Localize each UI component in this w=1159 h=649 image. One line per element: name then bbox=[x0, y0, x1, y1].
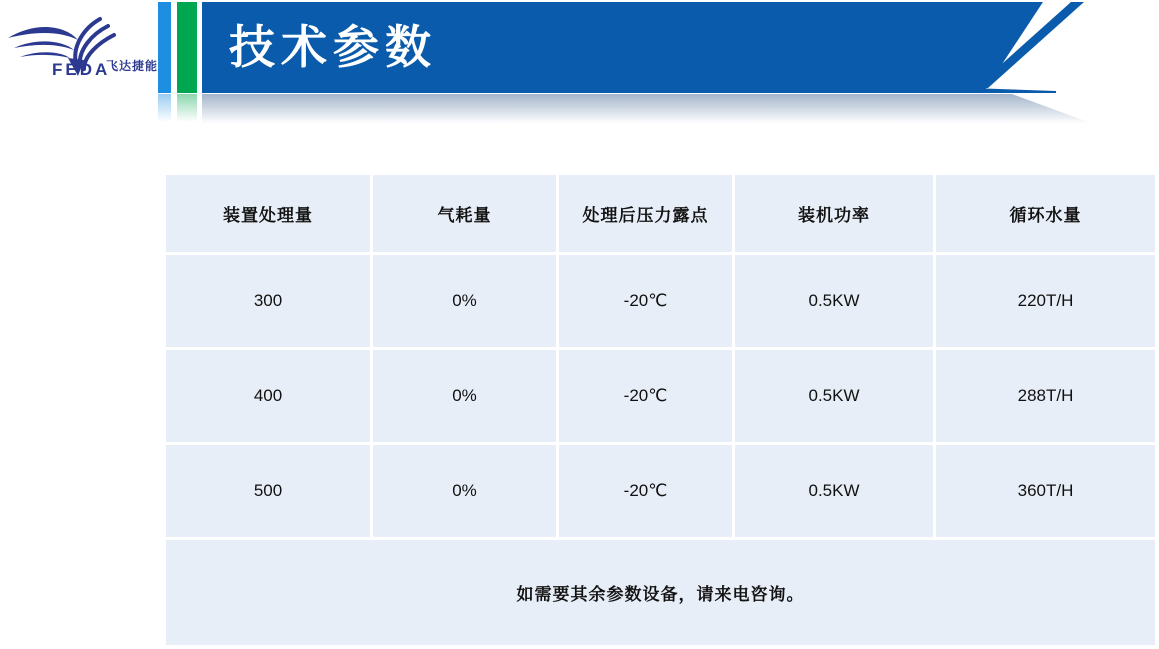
logo-brand-chinese-text: 飞达捷能 bbox=[106, 59, 159, 73]
page-title: 技术参数 bbox=[229, 21, 437, 73]
company-logo bbox=[6, 16, 171, 96]
table-cell: 0.5KW bbox=[735, 445, 933, 537]
column-header-air-consumption: 气耗量 bbox=[373, 175, 556, 252]
reflection-banner bbox=[202, 94, 1102, 127]
table-cell: -20℃ bbox=[559, 255, 732, 347]
column-header-water-flow: 循环水量 bbox=[936, 175, 1155, 252]
accent-bar-lightblue bbox=[158, 2, 171, 93]
logo-brand-text: FEDA bbox=[52, 60, 111, 79]
table-cell: 0% bbox=[373, 350, 556, 442]
table-cell: 500 bbox=[166, 445, 370, 537]
table-cell: 288T/H bbox=[936, 350, 1155, 442]
column-header-dew-point: 处理后压力露点 bbox=[559, 175, 732, 252]
table-cell: 0% bbox=[373, 255, 556, 347]
accent-bar-green bbox=[177, 2, 197, 93]
table-footer-note: 如需要其余参数设备，请来电咨询。 bbox=[166, 540, 1155, 645]
table-cell: 0.5KW bbox=[735, 255, 933, 347]
column-header-capacity: 装置处理量 bbox=[166, 175, 370, 252]
column-header-power: 装机功率 bbox=[735, 175, 933, 252]
reflection-lightblue-bar bbox=[158, 94, 171, 122]
table-cell: 400 bbox=[166, 350, 370, 442]
table-cell: 0.5KW bbox=[735, 350, 933, 442]
table-cell: 360T/H bbox=[936, 445, 1155, 537]
table-cell: -20℃ bbox=[559, 445, 732, 537]
table-cell: -20℃ bbox=[559, 350, 732, 442]
parameters-table bbox=[166, 175, 1155, 645]
table-cell: 220T/H bbox=[936, 255, 1155, 347]
table-cell: 0% bbox=[373, 445, 556, 537]
table-cell: 300 bbox=[166, 255, 370, 347]
reflection-green-bar bbox=[177, 94, 197, 122]
